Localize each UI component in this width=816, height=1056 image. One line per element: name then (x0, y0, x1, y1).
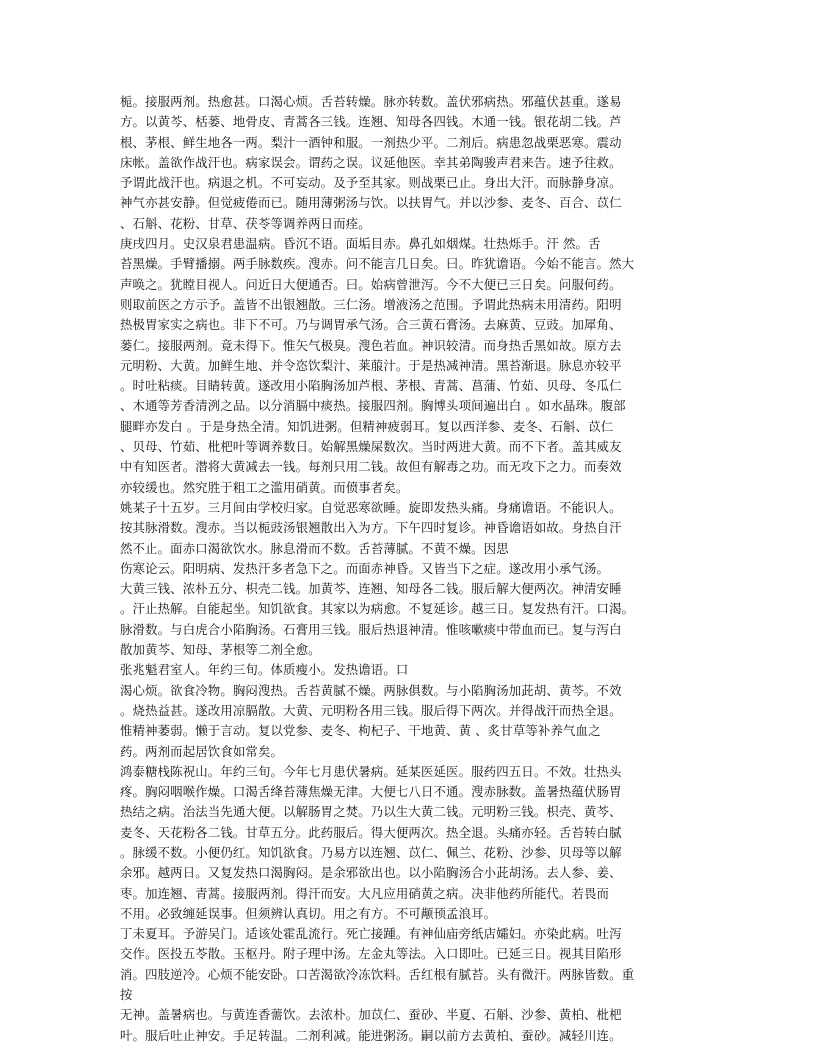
text-line: 大黄三钱、浓朴五分、枳壳二钱。加黄芩、连翘、知母各二钱。服后解大便两次。神清安睡 (120, 581, 622, 597)
text-line: 亦较缓也。然究胜于粗工之滥用硝黄。而偾事者矣。 (120, 479, 409, 495)
text-line: 、贝母、竹茹、枇杷叶等调养数日。始解黑燥屎数次。当时两进大黄。而不下者。盖其威友 (120, 439, 622, 455)
text-line: 神气亦甚安静。但觉疲倦而已。随用薄粥汤与饮。以扶胃气。并以沙参、麦冬、百合、苡仁 (120, 195, 622, 211)
text-line: 麦冬、天花粉各二钱。甘草五分。此药服后。得大便两次。热全退。头痛亦轻。舌苔转白腻 (120, 824, 622, 840)
text-line: 元明粉、大黄。加鲜生地、并令恣饮梨汁、莱菔汁。于是热减神清。黑苔渐退。脉息亦较平 (120, 357, 622, 373)
text-line: 庚戌四月。史汉泉君患温病。昏沉不语。面垢目赤。鼻孔如烟煤。壮热烁手。汗 然。舌 (120, 236, 601, 252)
text-line: 声唤之。犹瞠目视人。问近日大便通否。曰。始病曾泄泻。今不大便已三日矣。问服何药。 (120, 276, 622, 292)
text-line: 则取前医之方示予。盖皆不出银翘散。三仁汤。增液汤之范围。予谓此热病未用清药。阳明 (120, 296, 622, 312)
text-line: 脉滑数。与白虎合小陷胸汤。石膏用三钱。服后热退神清。惟咳嗽痰中带血而已。复与泻白 (120, 621, 622, 637)
text-line: 。烧热益甚。遂改用凉膈散。大黄、元明粉各用三钱。服后得下两次。并得战汗而热全退。 (120, 702, 622, 718)
text-line: 根、茅根、鲜生地各一两。梨汁一酒钟和服。一剂热少平。二剂后。病患忽战栗恶寒。震动 (120, 134, 622, 150)
text-line: 、木通等芳香清洌之品。以分消膈中痰热。接服四剂。胸博头项间遍出白 。如水晶珠。腹部 (120, 398, 626, 414)
text-line: 无神。盖暑病也。与黄连香薷饮。去浓朴。加苡仁、蚕砂、半夏、石斛、沙参、黄柏、枇杷 (120, 1007, 622, 1023)
text-line: 伤寒论云。阳明病、发热汗多者急下之。而面赤神昏。又皆当下之症。遂改用小承气汤。 (120, 560, 610, 576)
text-line: 床帐。盖欲作战汗也。病家误会。谓药之误。议延他医。幸其弟陶骏声君来告。速予往救。 (120, 154, 622, 170)
text-line: 不用。必致缠延误事。但须辨认真切。用之有方。不可颟顸孟浪耳。 (120, 905, 497, 921)
text-line: 、石斛、花粉、甘草、茯苓等调养两日而痊。 (120, 215, 371, 231)
text-line: 惟精神萎弱。懒于言动。复以党参、麦冬、枸杞子、干地黄、黄 、炙甘草等补养气血之 (120, 723, 601, 739)
text-line: 。脉缓不数。小便仍红。知饥欲食。乃易方以连翘、苡仁、佩兰、花粉、沙参、贝母等以解 (120, 844, 622, 860)
text-line: 枣。加连翘、青蒿。接服两剂。得汗而安。大凡应用硝黄之病。决非他药所能代。若畏而 (120, 885, 610, 901)
document-page (120, 92, 705, 1043)
text-line: 丁未夏耳。予游吴门。适该处霍乱流行。死亡接踵。有神仙庙旁纸店孀妇。亦染此病。吐泻 (120, 926, 622, 942)
text-line: 余邪。越两日。又复发热口渴胸闷。是余邪欲出也。以小陷胸汤合小茈胡汤。去人参、姜、 (120, 865, 622, 881)
text-line: 。汗止热解。自能起坐。知饥欲食。其家以为病愈。不复延诊。越三日。复发热有汗。口渴。 (120, 601, 635, 617)
text-line: 腿畔亦发白 。于是身热全清。知饥进粥。但精神疲弱耳。复以西洋参、麦冬、石斛、苡仁 (120, 418, 614, 434)
text-line: 叶。服后吐止神安。手足转温。二剂利减。能进粥汤。嗣以前方去黄柏、蚕砂。减轻川连。 (120, 1027, 622, 1043)
text-line: 中有知医者。潜将大黄减去一钱。每剂只用二钱。故但有解毒之功。而无攻下之力。而奏效 (120, 459, 622, 475)
text-line: 散加黄芩、知母、茅根等二剂全愈。 (120, 642, 321, 658)
text-line: 疼。胸闷咽喉作燥。口渴舌绛苔薄焦燥无津。大便七八日不通。溲赤脉数。盖暑热蕴伏肠胃 (120, 784, 622, 800)
text-line: 渴心烦。欲食冷物。胸闷溲热。舌苔黄腻不燥。两脉俱数。与小陷胸汤加茈胡、黄芩。不效 (120, 682, 622, 698)
text-line: 栀。接服两剂。热愈甚。口渴心烦。舌苔转燥。脉亦转数。盖伏邪病热。邪蕴伏甚重。遂易 (120, 94, 622, 109)
text-line: 。时吐粘痰。目睛转黄。遂改用小陷胸汤加芦根、茅根、青蒿、菖蒲、竹茹、贝母、冬瓜仁 (120, 378, 622, 394)
text-line: 交作。医投五苓散。玉枢丹。附子理中汤。左金丸等法。入口即吐。已延三日。视其目陷形 (120, 946, 622, 962)
text-line: 鸿泰糖栈陈祝山。年约三旬。今年七月患伏暑病。延某医延医。服药四五日。不效。壮热头 (120, 763, 622, 779)
text-line: 姚某子十五岁。三月间由学校归家。自觉恶寒欲睡。旋即发热头痛。身痛谵语。不能识人。 (120, 499, 622, 515)
text-line: 予谓此战汗也。病退之机。不可妄动。及予至其家。则战栗已止。身出大汗。而脉静身凉。 (120, 175, 622, 191)
text-line: 按其脉滑数。溲赤。当以栀豉汤银翘散出入为方。下午四时复诊。神昏谵语如故。身热自汗 (120, 520, 622, 536)
text-line: 热极胃家实之病也。非下不可。乃与调胃承气汤。合三黄石膏汤。去麻黄、豆豉。加犀角、 (120, 317, 622, 333)
text-line: 方。以黄芩、栝蒌、地骨皮、青蒿各三钱。连翘、知母各四钱。木通一钱。银花胡二钱。芦 (120, 114, 622, 130)
text-line: 蒌仁。接服两剂。竟未得下。惟矢气极臭。溲色若血。神识较清。而身热舌黑如故。原方去 (120, 337, 622, 353)
text-line: 消。四肢逆冷。心烦不能安卧。口苦渴欲冷冻饮料。舌红根有腻苔。头有微汗。两脉皆数。重 (120, 966, 635, 982)
text-line: 苔黑燥。手臂播搦。两手脉数疾。溲赤。问不能言几日矣。曰。昨犹谵语。今始不能言。然大 (120, 256, 635, 272)
text-line: 热结之病。治法当先通大便。以解肠胃之焚。乃以生大黄二钱。元明粉三钱。枳壳、黄芩、 (120, 804, 622, 820)
text-line: 然不止。面赤口渴欲饮水。脉息滑而不数。舌苔薄腻。不黄不燥。因思 (120, 540, 509, 556)
text-line: 张兆魁君室人。年约三旬。体质瘦小。发热谵语。口 (120, 662, 409, 678)
text-line: 药。两剂而起居饮食如常矣。 (120, 743, 284, 759)
text-line: 按 (120, 987, 133, 1003)
